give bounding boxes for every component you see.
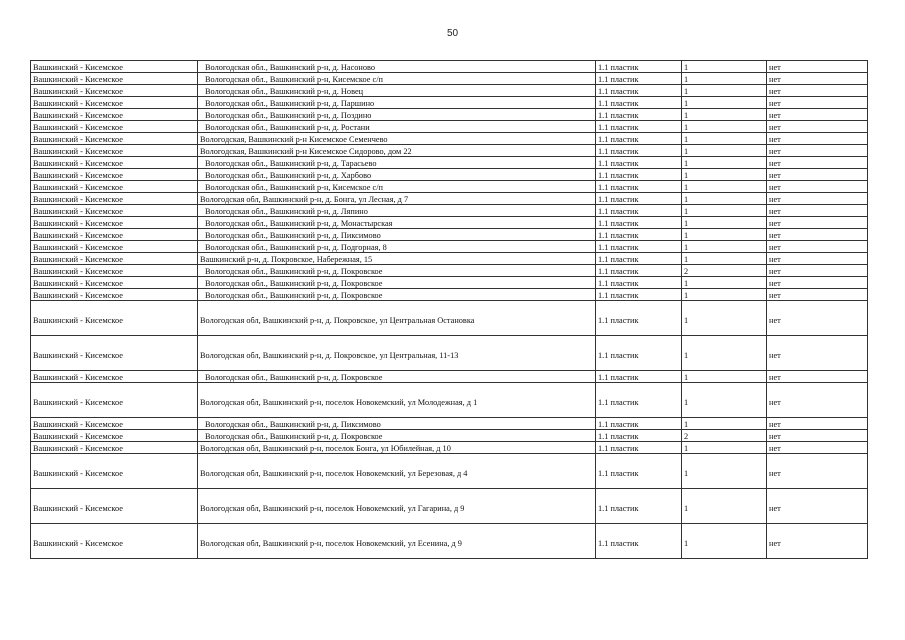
- district-cell: Вашкинский - Кисемское: [31, 489, 198, 524]
- type-cell: 1.1 пластик: [596, 301, 682, 336]
- district-cell: Вашкинский - Кисемское: [31, 418, 198, 430]
- type-cell: 1.1 пластик: [596, 229, 682, 241]
- district-cell: Вашкинский - Кисемское: [31, 277, 198, 289]
- type-cell: 1.1 пластик: [596, 109, 682, 121]
- address-cell: Вологодская обл., Вашкинский р-н, д. Поздино: [198, 109, 596, 121]
- address-cell: Вологодская обл., Вашкинский р-н, д. Насоново: [198, 61, 596, 73]
- status-cell: нет: [767, 109, 868, 121]
- table-row: [31, 430, 868, 442]
- district-cell: Вашкинский - Кисемское: [31, 85, 198, 97]
- count-cell: 1: [682, 418, 767, 430]
- data-table: [30, 60, 868, 559]
- address-cell: Вологодская обл., Вашкинский р-н, Кисемское с/п: [198, 73, 596, 85]
- table-row: [31, 145, 868, 157]
- address-cell: Вологодская обл, Вашкинский р-н, поселок Новокемский, ул Молодежная, д 1: [198, 383, 596, 418]
- address-cell: Вологодская обл, Вашкинский р-н, поселок Новокемский, ул Березовая, д 4: [198, 454, 596, 489]
- address-cell: Вологодская обл., Вашкинский р-н, д. Покровское: [198, 430, 596, 442]
- status-cell: нет: [767, 253, 868, 265]
- count-cell: 1: [682, 454, 767, 489]
- table-row: [31, 301, 868, 336]
- count-cell: 1: [682, 181, 767, 193]
- district-cell: Вашкинский - Кисемское: [31, 73, 198, 85]
- district-cell: Вашкинский - Кисемское: [31, 109, 198, 121]
- address-cell: Вашкинский р-н, д. Покровское, Набережная, 15: [198, 253, 596, 265]
- table-row: [31, 193, 868, 205]
- status-cell: нет: [767, 383, 868, 418]
- district-cell: Вашкинский - Кисемское: [31, 181, 198, 193]
- address-cell: Вологодская обл., Вашкинский р-н, д. Монастырская: [198, 217, 596, 229]
- table-row: [31, 85, 868, 97]
- type-cell: 1.1 пластик: [596, 205, 682, 217]
- count-cell: 1: [682, 336, 767, 371]
- table-row: [31, 524, 868, 559]
- district-cell: Вашкинский - Кисемское: [31, 524, 198, 559]
- status-cell: нет: [767, 145, 868, 157]
- count-cell: 2: [682, 430, 767, 442]
- district-cell: Вашкинский - Кисемское: [31, 169, 198, 181]
- table-row: [31, 454, 868, 489]
- status-cell: нет: [767, 241, 868, 253]
- table-row: [31, 217, 868, 229]
- count-cell: 1: [682, 121, 767, 133]
- count-cell: 1: [682, 205, 767, 217]
- address-cell: Вологодская обл., Вашкинский р-н, д. Пиксимово: [198, 229, 596, 241]
- address-cell: Вологодская обл., Вашкинский р-н, д. Покровское: [198, 289, 596, 301]
- district-cell: Вашкинский - Кисемское: [31, 193, 198, 205]
- table-body: [31, 61, 868, 559]
- district-cell: Вашкинский - Кисемское: [31, 61, 198, 73]
- type-cell: 1.1 пластик: [596, 241, 682, 253]
- type-cell: 1.1 пластик: [596, 133, 682, 145]
- address-cell: Вологодская обл, Вашкинский р-н, поселок Бонга, ул Юбилейная, д 10: [198, 442, 596, 454]
- address-cell: Вологодская, Вашкинский р-н Кисемское Сидорово, дом 22: [198, 145, 596, 157]
- table-row: [31, 442, 868, 454]
- status-cell: нет: [767, 336, 868, 371]
- count-cell: 1: [682, 489, 767, 524]
- status-cell: нет: [767, 73, 868, 85]
- district-cell: Вашкинский - Кисемское: [31, 265, 198, 277]
- type-cell: 1.1 пластик: [596, 265, 682, 277]
- address-cell: Вологодская обл., Вашкинский р-н, д. Харбово: [198, 169, 596, 181]
- count-cell: 1: [682, 229, 767, 241]
- district-cell: Вашкинский - Кисемское: [31, 97, 198, 109]
- district-cell: Вашкинский - Кисемское: [31, 121, 198, 133]
- status-cell: нет: [767, 489, 868, 524]
- address-cell: Вологодская обл., Вашкинский р-н, д. Ростани: [198, 121, 596, 133]
- status-cell: нет: [767, 418, 868, 430]
- district-cell: Вашкинский - Кисемское: [31, 383, 198, 418]
- type-cell: 1.1 пластик: [596, 371, 682, 383]
- table-row: [31, 109, 868, 121]
- count-cell: 1: [682, 289, 767, 301]
- status-cell: нет: [767, 193, 868, 205]
- district-cell: Вашкинский - Кисемское: [31, 253, 198, 265]
- address-cell: Вологодская, Вашкинский р-н Кисемское Семенчево: [198, 133, 596, 145]
- table-row: [31, 229, 868, 241]
- district-cell: Вашкинский - Кисемское: [31, 205, 198, 217]
- type-cell: 1.1 пластик: [596, 489, 682, 524]
- address-cell: Вологодская обл, Вашкинский р-н, д. Бонга, ул Лесная, д 7: [198, 193, 596, 205]
- type-cell: 1.1 пластик: [596, 454, 682, 489]
- status-cell: нет: [767, 97, 868, 109]
- type-cell: 1.1 пластик: [596, 157, 682, 169]
- status-cell: нет: [767, 289, 868, 301]
- address-cell: Вологодская обл., Вашкинский р-н, д. Тарасьево: [198, 157, 596, 169]
- type-cell: 1.1 пластик: [596, 85, 682, 97]
- type-cell: 1.1 пластик: [596, 289, 682, 301]
- status-cell: нет: [767, 217, 868, 229]
- status-cell: нет: [767, 442, 868, 454]
- type-cell: 1.1 пластик: [596, 181, 682, 193]
- table-row: [31, 169, 868, 181]
- page-number: 50: [446, 28, 459, 39]
- district-cell: Вашкинский - Кисемское: [31, 336, 198, 371]
- table-row: [31, 489, 868, 524]
- address-cell: Вологодская обл., Вашкинский р-н, д. Покровское: [198, 265, 596, 277]
- status-cell: нет: [767, 85, 868, 97]
- table-row: [31, 205, 868, 217]
- status-cell: нет: [767, 430, 868, 442]
- count-cell: 1: [682, 97, 767, 109]
- district-cell: Вашкинский - Кисемское: [31, 217, 198, 229]
- type-cell: 1.1 пластик: [596, 193, 682, 205]
- count-cell: 1: [682, 371, 767, 383]
- count-cell: 1: [682, 277, 767, 289]
- table-row: [31, 181, 868, 193]
- count-cell: 1: [682, 169, 767, 181]
- table-row: [31, 418, 868, 430]
- table-row: [31, 121, 868, 133]
- status-cell: нет: [767, 205, 868, 217]
- count-cell: 1: [682, 253, 767, 265]
- status-cell: нет: [767, 169, 868, 181]
- count-cell: 1: [682, 109, 767, 121]
- type-cell: 1.1 пластик: [596, 121, 682, 133]
- table-row: [31, 241, 868, 253]
- address-cell: Вологодская обл, Вашкинский р-н, д. Покровское, ул Центральная, 11-13: [198, 336, 596, 371]
- table-row: [31, 265, 868, 277]
- status-cell: нет: [767, 524, 868, 559]
- count-cell: 1: [682, 241, 767, 253]
- district-cell: Вашкинский - Кисемское: [31, 442, 198, 454]
- status-cell: нет: [767, 121, 868, 133]
- status-cell: нет: [767, 157, 868, 169]
- address-cell: Вологодская обл., Вашкинский р-н, д. Ляпино: [198, 205, 596, 217]
- district-cell: Вашкинский - Кисемское: [31, 229, 198, 241]
- table-row: [31, 277, 868, 289]
- table-row: [31, 73, 868, 85]
- type-cell: 1.1 пластик: [596, 217, 682, 229]
- status-cell: нет: [767, 61, 868, 73]
- status-cell: нет: [767, 133, 868, 145]
- count-cell: 1: [682, 524, 767, 559]
- type-cell: 1.1 пластик: [596, 383, 682, 418]
- type-cell: 1.1 пластик: [596, 145, 682, 157]
- count-cell: 1: [682, 133, 767, 145]
- table-row: [31, 253, 868, 265]
- type-cell: 1.1 пластик: [596, 442, 682, 454]
- status-cell: нет: [767, 301, 868, 336]
- type-cell: 1.1 пластик: [596, 418, 682, 430]
- district-cell: Вашкинский - Кисемское: [31, 133, 198, 145]
- district-cell: Вашкинский - Кисемское: [31, 157, 198, 169]
- district-cell: Вашкинский - Кисемское: [31, 289, 198, 301]
- address-cell: Вологодская обл., Вашкинский р-н, д. Покровское: [198, 371, 596, 383]
- count-cell: 1: [682, 145, 767, 157]
- district-cell: Вашкинский - Кисемское: [31, 301, 198, 336]
- count-cell: 1: [682, 301, 767, 336]
- type-cell: 1.1 пластик: [596, 336, 682, 371]
- status-cell: нет: [767, 277, 868, 289]
- district-cell: Вашкинский - Кисемское: [31, 454, 198, 489]
- status-cell: нет: [767, 454, 868, 489]
- address-cell: Вологодская обл, Вашкинский р-н, поселок Новокемский, ул Гагарина, д 9: [198, 489, 596, 524]
- count-cell: 1: [682, 217, 767, 229]
- count-cell: 1: [682, 157, 767, 169]
- type-cell: 1.1 пластик: [596, 73, 682, 85]
- table-row: [31, 383, 868, 418]
- table-row: [31, 133, 868, 145]
- address-cell: Вологодская обл, Вашкинский р-н, д. Покровское, ул Центральная Остановка: [198, 301, 596, 336]
- count-cell: 1: [682, 61, 767, 73]
- type-cell: 1.1 пластик: [596, 169, 682, 181]
- district-cell: Вашкинский - Кисемское: [31, 145, 198, 157]
- district-cell: Вашкинский - Кисемское: [31, 430, 198, 442]
- address-cell: Вологодская обл., Вашкинский р-н, д. Пиксимово: [198, 418, 596, 430]
- status-cell: нет: [767, 181, 868, 193]
- address-cell: Вологодская обл., Вашкинский р-н, Кисемское с/п: [198, 181, 596, 193]
- status-cell: нет: [767, 371, 868, 383]
- count-cell: 1: [682, 193, 767, 205]
- type-cell: 1.1 пластик: [596, 430, 682, 442]
- type-cell: 1.1 пластик: [596, 277, 682, 289]
- table-row: [31, 157, 868, 169]
- address-cell: Вологодская обл., Вашкинский р-н, д. Покровское: [198, 277, 596, 289]
- address-cell: Вологодская обл, Вашкинский р-н, поселок Новокемский, ул Есенина, д 9: [198, 524, 596, 559]
- table-row: [31, 371, 868, 383]
- address-cell: Вологодская обл., Вашкинский р-н, д. Новец: [198, 85, 596, 97]
- count-cell: 1: [682, 383, 767, 418]
- status-cell: нет: [767, 265, 868, 277]
- status-cell: нет: [767, 229, 868, 241]
- district-cell: Вашкинский - Кисемское: [31, 371, 198, 383]
- table-row: [31, 61, 868, 73]
- address-cell: Вологодская обл., Вашкинский р-н, д. Паршино: [198, 97, 596, 109]
- table-row: [31, 97, 868, 109]
- count-cell: 1: [682, 73, 767, 85]
- address-cell: Вологодская обл., Вашкинский р-н, д. Подгорная, 8: [198, 241, 596, 253]
- table-row: [31, 336, 868, 371]
- district-cell: Вашкинский - Кисемское: [31, 241, 198, 253]
- type-cell: 1.1 пластик: [596, 61, 682, 73]
- count-cell: 2: [682, 265, 767, 277]
- table-row: [31, 289, 868, 301]
- type-cell: 1.1 пластик: [596, 253, 682, 265]
- count-cell: 1: [682, 85, 767, 97]
- type-cell: 1.1 пластик: [596, 524, 682, 559]
- count-cell: 1: [682, 442, 767, 454]
- type-cell: 1.1 пластик: [596, 97, 682, 109]
